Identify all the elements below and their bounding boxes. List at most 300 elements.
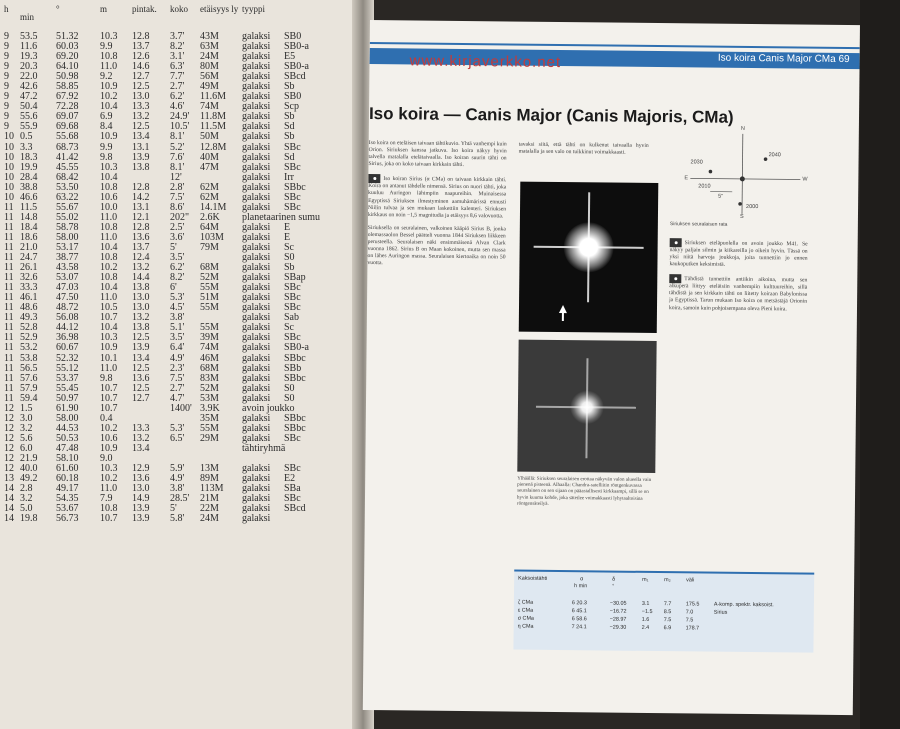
table-cell: galaksi [242,392,271,404]
table-cell: 68M [200,262,219,274]
table-cell: 80M [200,61,219,73]
double-star-cell: 6 45.1 [571,608,587,615]
table-cell: 55.68 [56,131,79,143]
table-cell: 52.9 [20,332,38,344]
photo-caption: Ylhäällä: Siriuksen seuralaisen erottaa näkyvän valon alueella vain pienenä pisteenä. Alhaalla: Chandra-satelliitin röntgenkuvassa seuralainen on sen sijaan on pääasiallisesti kirkkaampi, sillä se on hyvin kuuma kohde, joka säteilee voimakkaasti lyhytaaltoisina röntgensäteilyä. [516,476,652,507]
table-cell: 9.2 [100,71,113,83]
table-cell: galaksi [242,432,271,444]
table-cell: 5' [170,503,177,515]
table-cell: 26.1 [20,262,38,274]
table-cell: 55M [200,302,219,314]
table-cell: 14.1M [200,201,227,213]
table-cell: 13.0 [132,292,150,304]
double-star-table-header: Kaksoistähti α δ m₁ m₂ väli [518,575,695,584]
table-cell: galaksi [242,513,271,525]
table-cell: 10.9 [100,342,118,354]
table-cell: 10.7 [100,312,118,324]
double-star-cell: −1.5 [641,608,653,615]
table-cell: 13.7 [132,241,150,253]
table-cell: 44.12 [56,322,79,334]
table-cell: 10.6 [100,191,118,203]
table-cell: galaksi [242,241,271,253]
double-star-cell: 7.0 [685,609,694,616]
table-cell: 13.4 [132,442,150,454]
table-cell: 10.2 [100,473,118,485]
table-cell: 5.6 [20,432,33,444]
table-cell: 49.2 [20,473,38,485]
table-cell: 61.90 [56,402,79,414]
table-cell: 13.2 [132,262,150,274]
col-tyyppi: tyyppi [242,4,266,14]
table-cell: 48.72 [56,302,79,314]
table-cell-type: SBc [284,201,301,213]
star-symbol-icon [669,274,681,283]
table-cell: 9 [4,81,9,93]
double-star-cell: 1.6 [641,616,650,623]
table-cell: 3.0 [20,412,33,424]
table-cell: 21.0 [20,241,38,253]
table-cell: 0.5 [20,131,33,143]
table-cell: 55.12 [56,362,79,374]
table-cell: 55.9 [20,121,38,133]
table-row [4,514,354,524]
table-cell: 3.8' [170,312,185,324]
table-cell: galaksi [242,262,271,274]
table-cell: 36.98 [56,332,79,344]
table-cell: 56.08 [56,312,79,324]
table-cell: galaksi [242,382,271,394]
table-cell: 53.17 [56,241,79,253]
table-cell: 9.9 [100,141,113,153]
double-star-cell: η CMa [517,623,534,630]
table-cell-type: E5 [284,51,296,63]
table-cell: 62M [200,181,219,193]
table-row [4,343,354,353]
table-cell: 60.67 [56,342,79,354]
table-cell: 2.8' [170,181,185,193]
table-cell: 12.7 [132,71,150,83]
table-cell: 58.00 [56,412,79,424]
table-cell-type: SB0 [284,31,302,42]
table-cell: 103M [200,231,224,243]
m41-paragraph: Siriuksen eteläpuolella on avoin joukko M41. Se näkyy paljain silmin ja kiikareilla jo oikein hyvin. Tässä on yksi niitä harvoja joukkoja, joita tunnettiin jo ennen kaukoputken keksimistä. [669,240,808,268]
table-cell-type: SBcd [284,71,306,83]
double-star-cell: −29.30 [609,624,627,631]
table-cell: galaksi [242,342,271,354]
table-cell: avoin joukko [242,402,295,414]
double-star-cell: −16.72 [609,608,627,615]
table-cell: 2.7' [170,382,185,394]
table-cell-type: Irr [284,171,294,183]
table-cell: galaksi [242,131,271,143]
table-cell: 58.78 [56,221,79,233]
table-cell: 12.5 [132,362,150,374]
table-cell: 89M [200,473,219,485]
table-cell: 21.9 [20,452,38,464]
double-star-cell: 178.7 [685,625,700,632]
table-cell: 5.9' [170,463,185,475]
table-cell: 10.7 [100,402,118,414]
right-page [363,20,860,715]
table-cell: 2.3' [170,362,185,374]
double-star-cell: 6 58.6 [571,616,587,623]
table-cell: 9 [4,71,9,83]
table-cell: 3.6' [170,231,185,243]
table-cell-type: SB0 [284,91,302,103]
table-cell: 28.5' [170,493,190,505]
table-cell: 13M [200,463,219,475]
table-cell: galaksi [242,141,271,153]
table-cell: tähtiryhmä [242,442,286,454]
table-cell: 12 [4,422,14,434]
table-cell: 11 [4,252,14,264]
table-cell: 11.8M [200,111,227,123]
table-cell: 4.9' [170,352,185,364]
table-cell: galaksi [242,171,271,183]
table-cell: 55.6 [20,111,38,123]
table-cell: 10.5 [100,302,118,314]
table-cell: 14 [4,493,14,505]
table-cell: 3.2 [20,493,33,505]
table-cell: 43.58 [56,262,79,274]
table-cell: galaksi [242,181,271,193]
table-cell: 47.48 [56,442,79,454]
table-cell: 55.45 [56,382,79,394]
table-cell: 5.0 [20,503,33,515]
table-cell: 3.3 [20,141,33,153]
label-south: S [739,213,744,220]
table-cell: 40M [200,151,219,163]
table-cell: 12.4 [132,252,150,264]
table-cell: 6.3' [170,61,185,73]
label-2000: 2000 [746,203,759,211]
table-cell: 49.3 [20,312,38,324]
table-cell: 58.00 [56,231,79,243]
table-cell-type: SBc [284,493,301,505]
table-cell: 53.67 [56,503,79,515]
col-dec: ° [56,4,60,14]
table-cell: 50.98 [56,71,79,83]
table-cell: 21M [200,493,219,505]
table-cell: 11.0 [100,211,118,223]
table-cell: 39M [200,332,219,344]
table-cell: 3.5' [170,332,185,344]
table-cell-type: SBbc [284,422,306,434]
table-cell: 11.0 [100,362,118,374]
double-star-cell: A-komp. spektr. kaksoist. [713,601,774,609]
table-cell: 10.3 [100,31,118,42]
table-cell: 11.5M [200,121,227,133]
table-cell: 24.7 [20,252,38,264]
table-cell: 11 [4,372,14,384]
table-cell: 51.32 [56,31,79,42]
table-cell-type: Sb [284,81,295,93]
table-cell: 47M [200,161,219,173]
table-cell: 57.6 [20,372,38,384]
table-cell: 6.4' [170,342,185,354]
table-cell: 9 [4,61,9,73]
table-cell-type: SB0-a [284,41,309,53]
arrow-up-icon [559,305,567,313]
table-cell: 6.0 [20,442,33,454]
table-cell: 7.5' [170,372,185,384]
table-cell: 9.8 [100,372,113,384]
table-cell-type: SBb [284,362,302,374]
table-cell: 60.03 [56,41,79,53]
table-cell: 5.3' [170,422,185,434]
table-cell: 13.0 [132,302,150,314]
double-star-cell: ζ CMa [517,599,534,606]
table-cell: 3.5' [170,252,185,264]
table-cell: 35M [200,412,219,424]
table-cell: 13.2 [132,312,150,324]
table-cell: 64.10 [56,61,79,73]
table-cell: 55.67 [56,201,79,213]
table-cell: 69.07 [56,111,79,123]
table-cell-type: Sb [284,262,295,274]
table-cell: 10.1 [100,352,118,364]
table-cell: 4.6' [170,101,185,113]
table-cell: 11 [4,312,14,324]
table-cell: 11.0 [100,231,118,243]
table-cell: 5' [170,241,177,253]
table-cell: 12.8 [132,221,150,233]
table-cell: 11 [4,382,14,394]
table-cell: 10.5' [170,121,190,133]
table-cell: 13.9 [132,342,150,354]
table-cell: 9 [4,31,9,42]
table-cell-type: Sc [284,241,294,253]
table-cell: 46M [200,352,219,364]
table-cell: 8.2' [170,272,185,284]
table-cell: 52M [200,382,219,394]
table-cell: 74M [200,342,219,354]
table-cell: 45.55 [56,161,79,173]
table-cell: 19.9 [20,161,38,173]
table-cell: 1.5 [20,402,33,414]
table-cell: galaksi [242,191,271,203]
table-cell: galaksi [242,362,271,374]
table-cell: 10.9 [100,442,118,454]
table-cell: 64M [200,221,219,233]
table-cell: galaksi [242,81,271,93]
table-cell: 38.8 [20,181,38,193]
table-cell: galaksi [242,71,271,83]
table-cell: 38.77 [56,252,79,264]
watermark-link[interactable]: www.kirjaverkko.net [409,52,562,72]
table-cell: 10.0 [100,201,118,213]
double-star-cell: 2.4 [641,624,650,631]
table-cell: 3.9K [200,402,220,414]
table-cell: 10.2 [100,422,118,434]
table-cell: 12.5 [132,332,150,344]
table-cell: 52M [200,272,219,284]
table-cell: 12 [4,412,14,424]
double-star-cell: −30.05 [609,600,627,607]
table-cell: galaksi [242,91,271,103]
table-cell: 53.8 [20,352,38,364]
object-table-header [4,2,354,32]
table-cell: 49.17 [56,483,79,495]
table-cell-type: S0 [284,252,295,264]
table-cell: 55M [200,322,219,334]
double-star-cell: 6.9 [663,625,672,632]
table-cell: 9.0 [100,452,113,464]
table-cell: 4.5' [170,302,185,314]
table-cell: 13.0 [132,483,150,495]
table-cell-type: SBc [284,463,301,475]
table-cell-type: Sd [284,151,295,163]
table-cell-type: Sb [284,131,295,143]
table-cell: galaksi [242,31,271,42]
table-cell: 74M [200,101,219,113]
table-cell: 11 [4,302,14,314]
double-star-cell: 3.1 [641,600,650,607]
table-cell: 11.5 [20,201,38,213]
table-cell: 0.4 [100,412,113,424]
table-cell: 6.2' [170,262,185,274]
table-cell: 9.8 [100,151,113,163]
table-cell: 53.50 [56,181,79,193]
cluster-symbol-icon [670,238,682,247]
table-cell-type: SBap [284,272,306,284]
table-cell: 56.73 [56,513,79,525]
table-cell: galaksi [242,111,271,123]
page-title: Iso koira — Canis Major (Canis Majoris, CMa) [368,103,734,127]
table-cell: 10.4 [100,282,118,294]
table-cell: 3.2 [20,422,33,434]
companion-paragraph: Siriuksella on seuralainen, valkoinen kääpiö Sirius B, jonka olemassaolon Bessel päätteli vuonna 1844 Siriuksen liikkeen perusteella. Seuralaisen näki ensimmäisenä Alvan Clark vuonna 1862. Sirius B on Maan kokoinen, mutta sen massa on lähes Auringon massa. Seuralaisen kiertoaika on noin 50 vuotta. [367,224,506,267]
table-cell: galaksi [242,322,271,334]
table-cell: 10.4 [100,101,118,113]
table-cell: galaksi [242,51,271,63]
table-cell: galaksi [242,372,271,384]
table-cell: 12.5 [132,121,150,133]
table-cell: galaksi [242,282,271,294]
table-cell: galaksi [242,302,271,314]
table-cell-type: Sab [284,312,299,324]
page-edge-shadow [860,0,900,729]
table-cell: 12' [170,171,182,183]
table-cell: 55M [200,422,219,434]
table-cell: 53.5 [20,31,38,42]
table-cell: 13.7 [132,41,150,53]
table-cell: 14.2 [132,191,150,203]
table-cell: 68.73 [56,141,79,153]
table-cell: 10 [4,171,14,183]
table-cell: galaksi [242,161,271,173]
table-cell: 5.8' [170,513,185,525]
table-cell-type: SBbc [284,372,306,384]
object-table [4,2,354,524]
col-etaisyys: etäisyys ly [200,4,239,14]
table-cell: 47.50 [56,292,79,304]
table-cell: 3.7' [170,31,185,42]
table-cell: 5.1' [170,322,185,334]
table-cell: 11.0 [100,292,118,304]
table-cell: 202" [170,211,190,223]
table-cell-type: E [284,221,291,233]
table-cell: 68.42 [56,171,79,183]
table-cell: 12.7 [132,392,150,404]
table-cell: 10 [4,181,14,193]
table-cell: 11 [4,332,14,344]
table-cell: galaksi [242,483,271,495]
col-m: m [100,4,108,14]
table-cell-type: E [284,231,291,243]
table-cell: 22.0 [20,71,38,83]
table-cell: 10.4 [100,171,118,183]
table-cell: 51M [200,292,219,304]
table-cell: galaksi [242,201,271,213]
table-cell: 13.1 [132,201,150,213]
table-cell: 54.35 [56,493,79,505]
table-cell: 32.6 [20,272,38,284]
table-cell: 10.7 [100,392,118,404]
table-cell: galaksi [242,61,271,73]
table-cell: 13.8 [132,282,150,294]
table-cell: 12.5 [132,81,150,93]
table-cell-type: S0 [284,382,295,394]
table-cell: 4.7' [170,392,185,404]
table-cell: 9 [4,41,9,53]
table-cell: 40.0 [20,463,38,475]
double-star-cell: 8.5 [663,609,672,616]
table-cell: 14 [4,503,14,515]
table-cell: 11.0 [100,483,118,495]
table-cell-type: SBbc [284,412,306,424]
table-cell: 11 [4,352,14,364]
table-cell: 10.8 [100,503,118,515]
table-cell-type: Sb [284,111,295,123]
table-cell: 11.0 [100,61,118,73]
table-cell: 62M [200,191,219,203]
table-cell: 12.6 [132,51,150,63]
label-2040: 2040 [768,152,781,159]
text-column-3 [669,238,808,313]
table-cell: galaksi [242,231,271,243]
table-cell: 18.6 [20,231,38,243]
double-star-cell: σ CMa [517,615,534,622]
table-cell: 13.8 [132,161,150,173]
table-cell-type: SBa [284,483,301,495]
table-cell: 12.1 [132,211,150,223]
label-scale: 5" [718,193,724,200]
double-star-table-subheader: h min ° [574,583,615,590]
left-page [0,0,362,729]
table-cell: galaksi [242,121,271,133]
table-cell: 11 [4,362,14,374]
table-cell: galaksi [242,332,271,344]
table-cell: 53.07 [56,272,79,284]
double-star-cell: 7 24.1 [571,624,587,631]
table-cell: 50.97 [56,392,79,404]
table-cell: 13.3 [132,101,150,113]
table-cell: 11 [4,211,14,223]
table-cell: 18.3 [20,151,38,163]
table-cell: 19.8 [20,513,38,525]
table-cell: 60.18 [56,473,79,485]
table-cell: 10 [4,151,14,163]
table-cell: 56.5 [20,362,38,374]
table-cell: 14.4 [132,272,150,284]
object-table-body [4,32,354,524]
table-cell: 13.8 [132,322,150,334]
table-cell: 11 [4,272,14,284]
table-cell: 72.28 [56,101,79,113]
table-cell: 83M [200,372,219,384]
arrow-shaft [562,313,564,321]
